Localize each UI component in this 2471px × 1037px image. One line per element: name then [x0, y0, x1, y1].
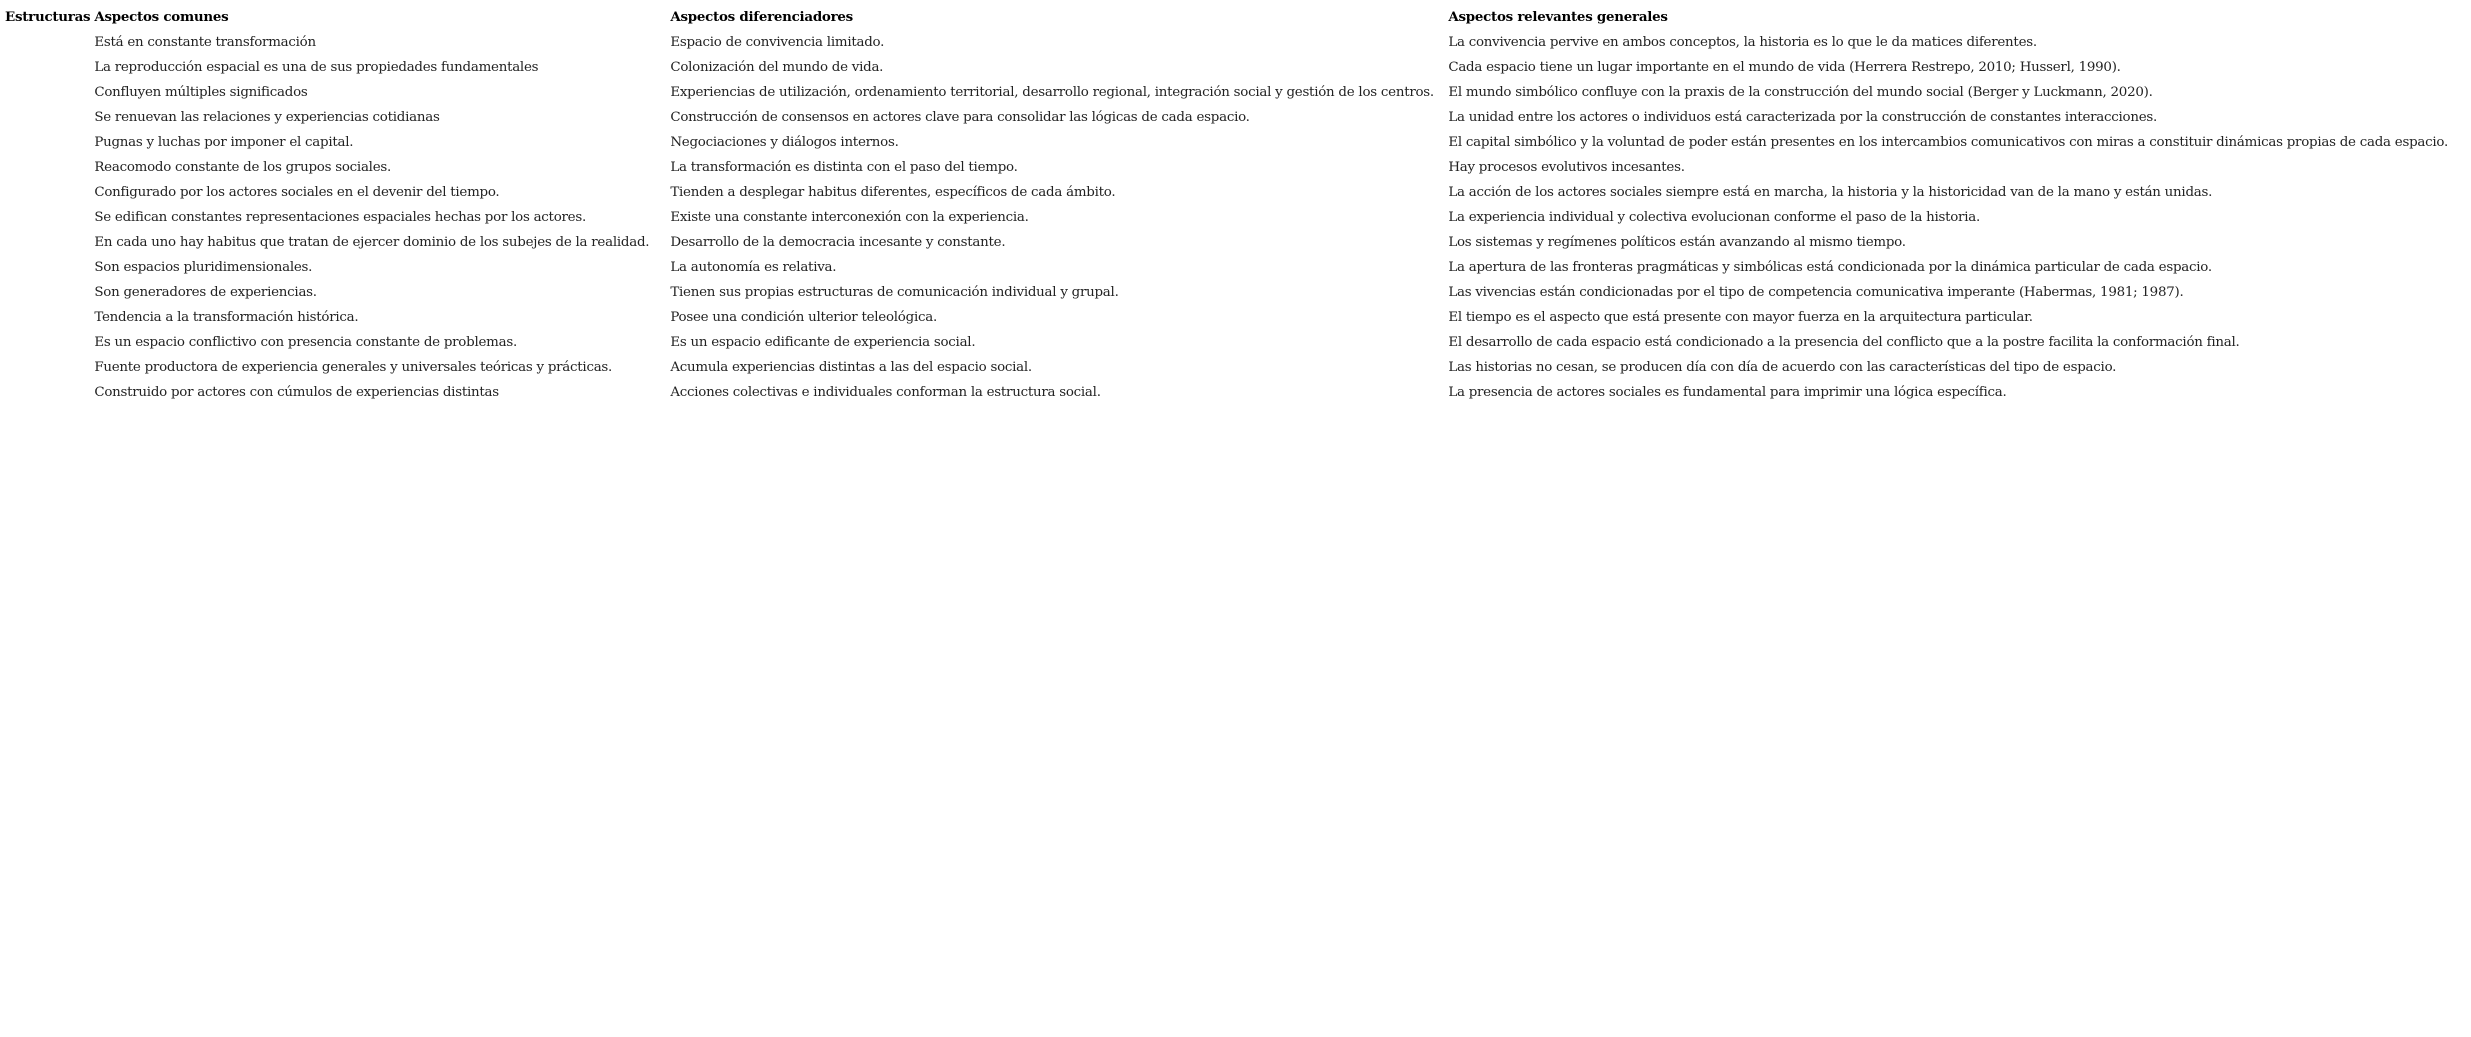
cell-estructuras	[3, 80, 92, 105]
cell-aspecto-relevante: La convivencia pervive en ambos conceptos, la historia es lo que le da matices diferentes.	[1448, 35, 2037, 50]
cell-estructuras	[3, 255, 92, 280]
cell-aspecto-diferenciador: Tienen sus propias estructuras de comunicación individual y grupal.	[670, 285, 1119, 300]
cell-aspecto-comun: Son generadores de experiencias.	[94, 285, 317, 300]
cell-estructuras	[3, 55, 92, 80]
header-estructuras: Estructuras	[5, 9, 91, 25]
table-row	[3, 130, 2466, 155]
cell-aspecto-relevante: Hay procesos evolutivos incesantes.	[1448, 160, 1685, 175]
table-header-row	[3, 5, 2466, 30]
cell-estructuras	[3, 155, 92, 180]
cell-aspecto-diferenciador: Existe una constante interconexión con la experiencia.	[670, 210, 1029, 225]
cell-aspecto-diferenciador: Desarrollo de la democracia incesante y constante.	[670, 235, 1006, 250]
table-row	[3, 230, 2466, 255]
cell-aspecto-relevante: Las vivencias están condicionadas por el tipo de competencia comunicativa imperante (Habermas, 1981; 1987).	[1448, 285, 2184, 300]
cell-aspecto-relevante: La experiencia individual y colectiva evolucionan conforme el paso de la historia.	[1448, 210, 1980, 225]
cell-aspecto-relevante: El desarrollo de cada espacio está condicionado a la presencia del conflicto que a la postre facilita la conformación final.	[1448, 335, 2240, 350]
cell-aspecto-diferenciador: Acciones colectivas e individuales conforman la estructura social.	[670, 385, 1101, 400]
cell-aspecto-comun: Tendencia a la transformación histórica.	[94, 310, 359, 325]
cell-aspecto-comun: En cada uno hay habitus que tratan de ejercer dominio de los subejes de la realidad.	[94, 235, 650, 250]
header-aspectos-diferenciadores: Aspectos diferenciadores	[670, 9, 853, 25]
cell-aspecto-comun: La reproducción espacial es una de sus propiedades fundamentales	[94, 60, 539, 75]
cell-estructuras	[3, 205, 92, 230]
cell-aspecto-diferenciador: Tienden a desplegar habitus diferentes, específicos de cada ámbito.	[670, 185, 1116, 200]
table-row	[3, 80, 2466, 105]
cell-aspecto-comun: Confluyen múltiples significados	[94, 85, 308, 100]
cell-aspecto-comun: Configurado por los actores sociales en el devenir del tiempo.	[94, 185, 500, 200]
table-row	[3, 30, 2466, 55]
table-row	[3, 305, 2466, 330]
cell-aspecto-relevante: Cada espacio tiene un lugar importante en el mundo de vida (Herrera Restrepo, 2010; Husserl, 1990).	[1448, 60, 2121, 75]
table-row	[3, 105, 2466, 130]
cell-estructuras	[3, 180, 92, 205]
cell-aspecto-diferenciador: Posee una condición ulterior teleológica.	[670, 310, 937, 325]
table-row	[3, 155, 2466, 180]
table-row	[3, 255, 2466, 280]
cell-aspecto-relevante: La unidad entre los actores o individuos está caracterizada por la construcción de constantes interacciones.	[1448, 110, 2158, 125]
cell-aspecto-comun: Reacomodo constante de los grupos sociales.	[94, 160, 392, 175]
cell-aspecto-comun: Se renuevan las relaciones y experiencias cotidianas	[94, 110, 440, 125]
cell-estructuras	[3, 305, 92, 330]
table-row	[3, 180, 2466, 205]
table-row	[3, 355, 2466, 380]
cell-aspecto-comun: Fuente productora de experiencia generales y universales teóricas y prácticas.	[94, 360, 613, 375]
cell-aspecto-relevante: El tiempo es el aspecto que está presente con mayor fuerza en la arquitectura particular.	[1448, 310, 2033, 325]
cell-aspecto-relevante: La acción de los actores sociales siempre está en marcha, la historia y la historicidad van de la mano y están unidas.	[1448, 185, 2213, 200]
cell-aspecto-comun: Se edifican constantes representaciones espaciales hechas por los actores.	[94, 210, 586, 225]
cell-aspecto-diferenciador: La autonomía es relativa.	[670, 260, 837, 275]
cell-aspecto-comun: Son espacios pluridimensionales.	[94, 260, 313, 275]
header-aspectos-relevantes-generales: Aspectos relevantes generales	[1448, 9, 1668, 25]
cell-aspecto-relevante: Las historias no cesan, se producen día con día de acuerdo con las características del tipo de espacio.	[1448, 360, 2117, 375]
cell-estructuras	[3, 30, 92, 55]
cell-aspecto-diferenciador: Negociaciones y diálogos internos.	[670, 135, 899, 150]
cell-aspecto-diferenciador: Colonización del mundo de vida.	[670, 60, 884, 75]
header-aspectos-comunes: Aspectos comunes	[94, 9, 229, 25]
cell-aspecto-relevante: La apertura de las fronteras pragmáticas y simbólicas está condicionada por la dinámica particular de cada espacio.	[1448, 260, 2212, 275]
cell-estructuras	[3, 355, 92, 380]
table-row	[3, 380, 2466, 405]
cell-aspecto-diferenciador: Experiencias de utilización, ordenamiento territorial, desarrollo regional, integración social y gestión de los centros.	[670, 85, 1434, 100]
cell-aspecto-comun: Está en constante transformación	[94, 35, 316, 50]
table-row	[3, 330, 2466, 355]
cell-estructuras	[3, 130, 92, 155]
table-row	[3, 55, 2466, 80]
cell-aspecto-comun: Es un espacio conflictivo con presencia constante de problemas.	[94, 335, 517, 350]
cell-aspecto-diferenciador: Acumula experiencias distintas a las del espacio social.	[670, 360, 1032, 375]
cell-estructuras	[3, 280, 92, 305]
cell-aspecto-relevante: El capital simbólico y la voluntad de poder están presentes en los intercambios comunicativos con miras a constituir dinámicas propias de cada espacio.	[1448, 135, 2448, 150]
cell-aspecto-comun: Construido por actores con cúmulos de experiencias distintas	[94, 385, 499, 400]
cell-aspecto-comun: Pugnas y luchas por imponer el capital.	[94, 135, 354, 150]
table-body	[3, 30, 2466, 405]
table-row	[3, 280, 2466, 305]
cell-aspecto-diferenciador: Es un espacio edificante de experiencia social.	[670, 335, 976, 350]
comparison-table	[3, 5, 2466, 405]
cell-aspecto-relevante: Los sistemas y regímenes políticos están avanzando al mismo tiempo.	[1448, 235, 1906, 250]
cell-aspecto-diferenciador: Construcción de consensos en actores clave para consolidar las lógicas de cada espacio.	[670, 110, 1250, 125]
cell-estructuras	[3, 105, 92, 130]
cell-estructuras	[3, 230, 92, 255]
cell-estructuras	[3, 330, 92, 355]
cell-estructuras	[3, 380, 92, 405]
cell-aspecto-diferenciador: Espacio de convivencia limitado.	[670, 35, 885, 50]
cell-aspecto-relevante: La presencia de actores sociales es fundamental para imprimir una lógica específica.	[1448, 385, 2007, 400]
cell-aspecto-relevante: El mundo simbólico confluye con la praxis de la construcción del mundo social (Berger y Luckmann, 2020).	[1448, 85, 2153, 100]
cell-aspecto-diferenciador: La transformación es distinta con el paso del tiempo.	[670, 160, 1018, 175]
table-row	[3, 205, 2466, 230]
